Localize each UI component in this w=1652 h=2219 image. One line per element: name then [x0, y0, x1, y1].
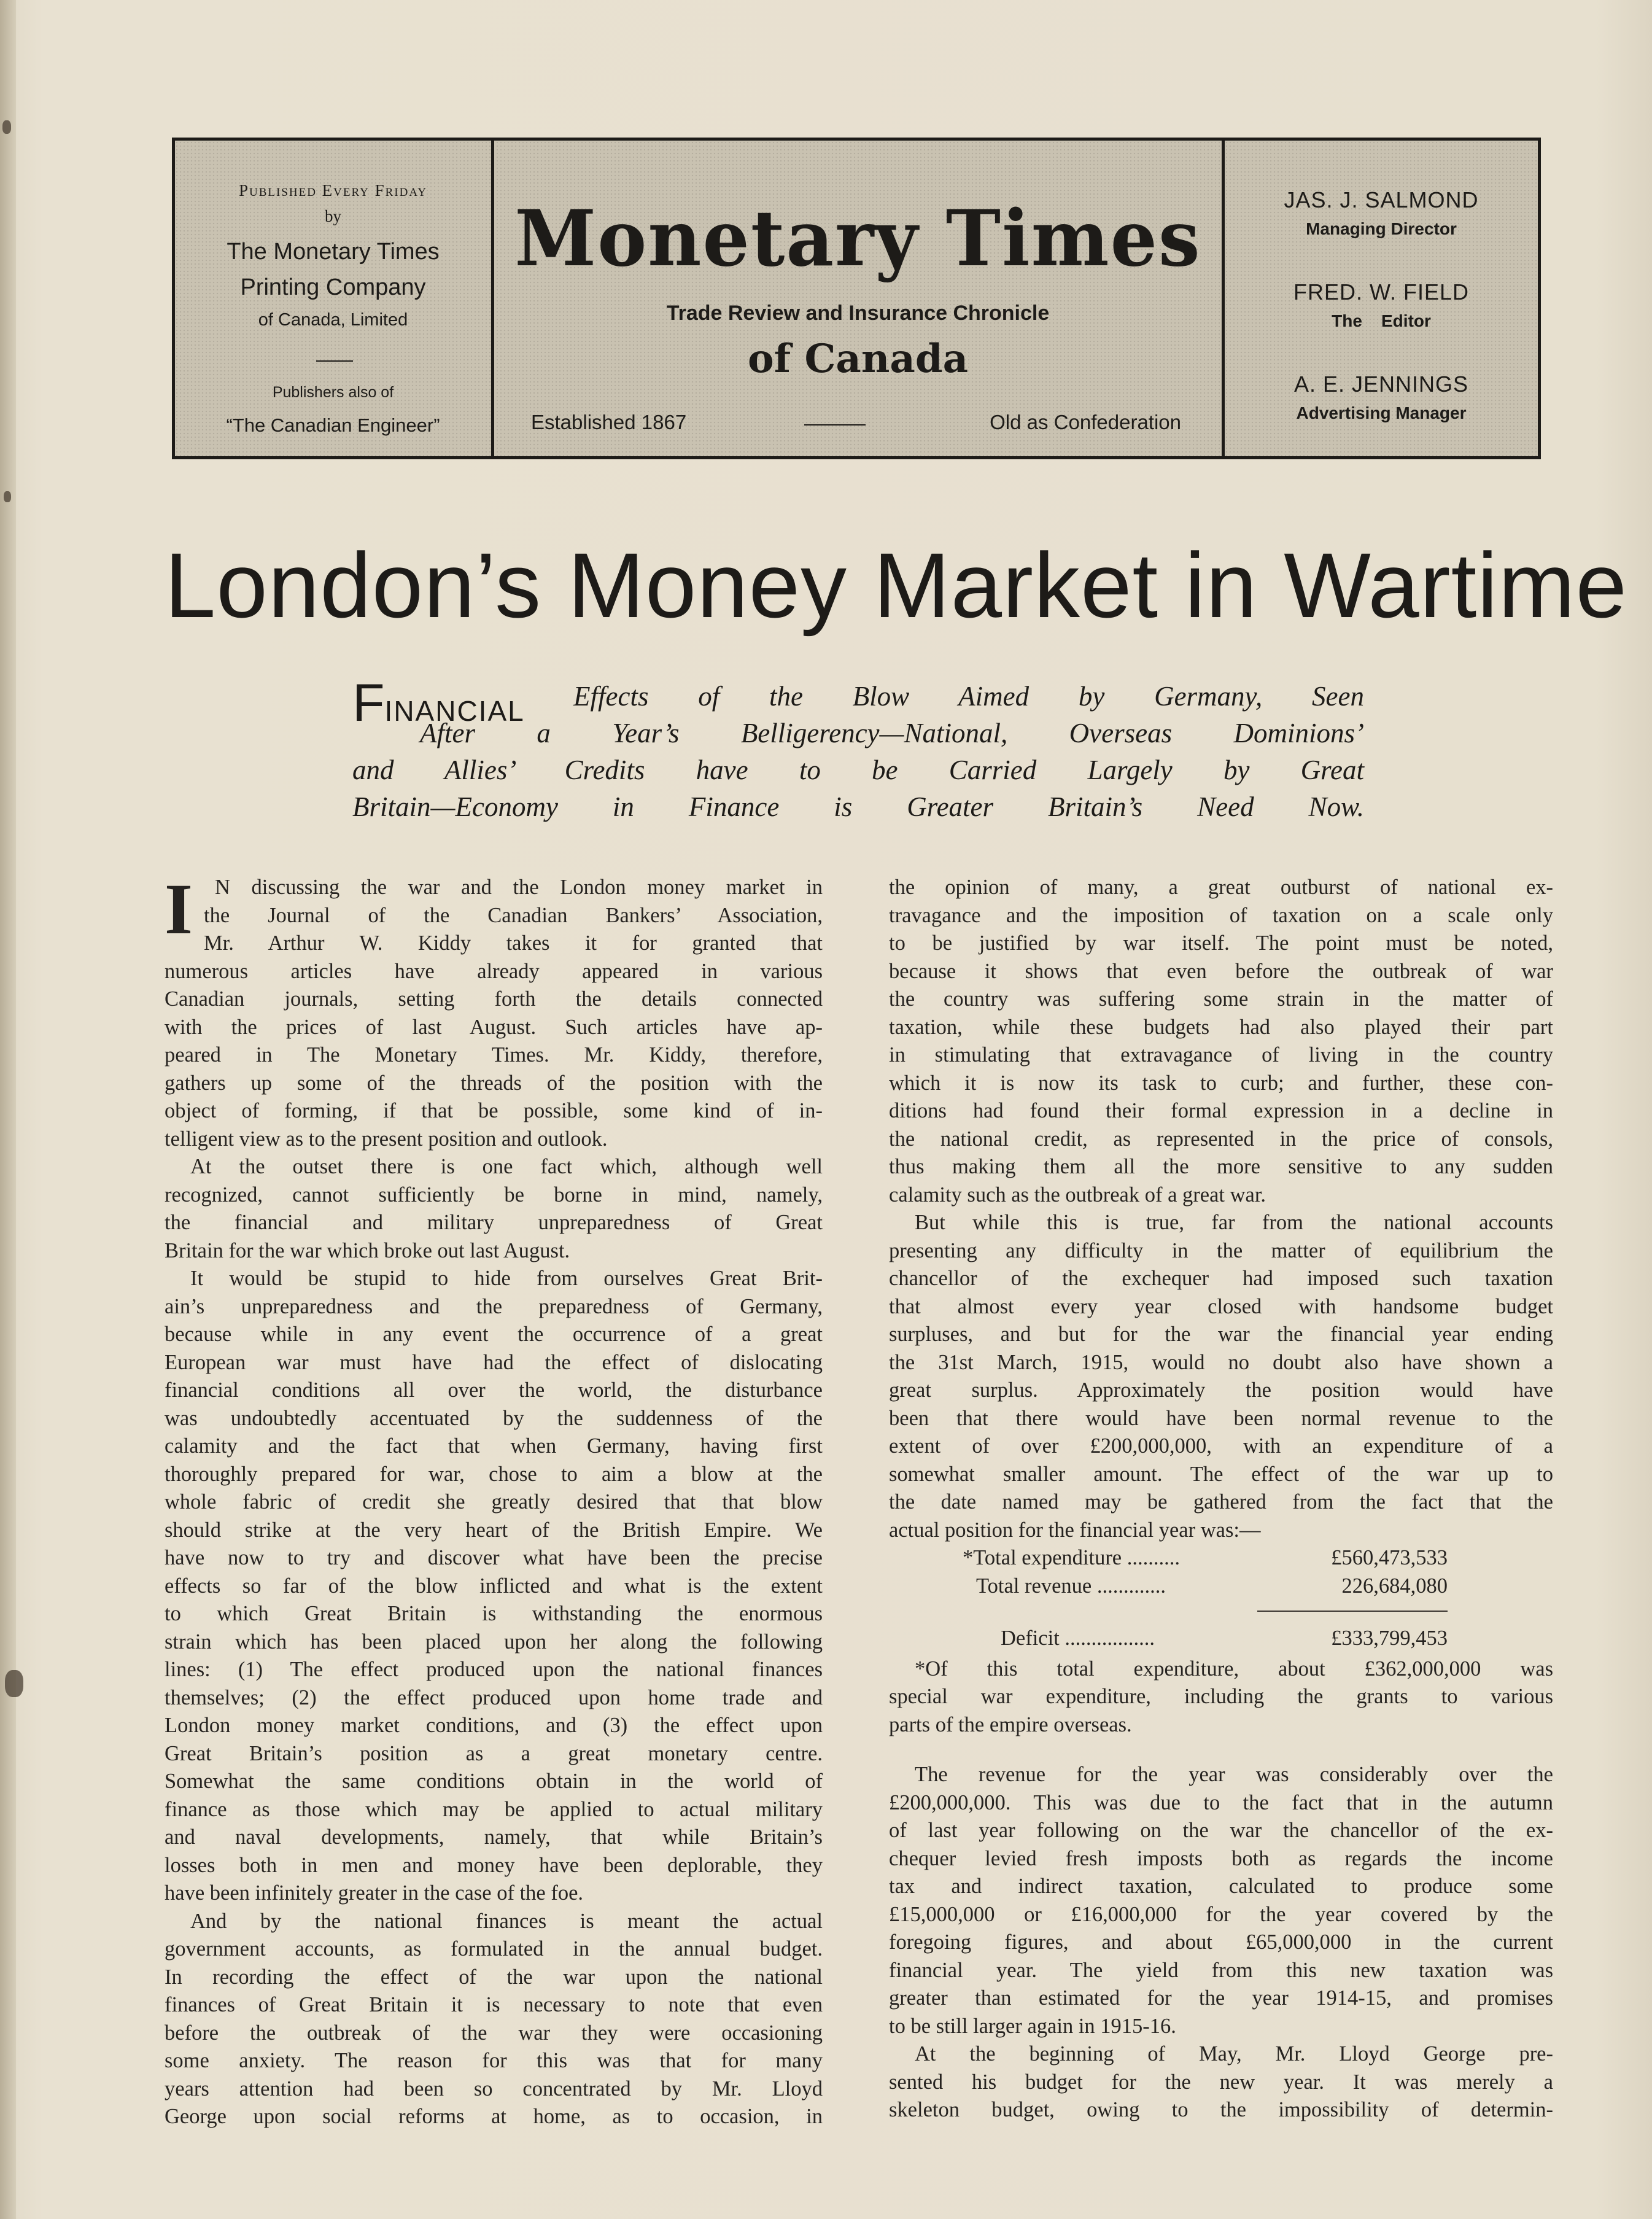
body-text-line: the date named may be gathered from the fact that the	[889, 1490, 1553, 1514]
body-text-line: numerous articles have already appeared in various	[165, 959, 823, 983]
body-text-line: Mr. Arthur W. Kiddy takes it for granted that	[204, 931, 823, 955]
body-text-line: great surplus. Approximately the position would have	[889, 1378, 1553, 1402]
body-text-line: foregoing figures, and about £65,000,000 in the current	[889, 1930, 1553, 1954]
body-text-line: effects so far of the blow inflicted and what is the extent	[165, 1574, 823, 1598]
figure-label: Total revenue .............	[976, 1574, 1166, 1598]
body-text-line: have been infinitely greater in the case of the foe.	[165, 1881, 584, 1905]
staff-role: Advertising Manager	[1296, 403, 1467, 422]
body-text-line: The revenue for the year was considerably over the	[915, 1763, 1553, 1786]
body-text-line: greater than estimated for the year 1914-15, and promises	[889, 1986, 1553, 2010]
body-text-line: in stimulating that extravagance of living in the country	[889, 1043, 1553, 1067]
staff-name: A. E. JENNINGS	[1293, 371, 1469, 397]
body-text-line: to be justified by war itself. The point must be noted,	[889, 931, 1553, 955]
divider	[804, 424, 866, 426]
body-text-line: themselves; (2) the effect produced upon home trade and	[165, 1685, 823, 1709]
deck-line: Britain—Economy in Finance is Greater Britain’s Need Now.	[352, 791, 1364, 822]
body-text-line: Britain for the war which broke out last August.	[165, 1238, 570, 1262]
body-text-line: sented his budget for the new year. It was merely a	[889, 2070, 1553, 2094]
publishers-also: Publishers also of	[272, 384, 394, 401]
sister-publication: “The Canadian Engineer”	[226, 414, 440, 436]
body-text-line: should strike at the very heart of the British Empire. We	[165, 1518, 823, 1542]
publisher-name-line1: The Monetary Times	[227, 239, 440, 265]
figure-label: Deficit .................	[1001, 1626, 1155, 1650]
body-text-line: London money market conditions, and (3) the effect upon	[165, 1714, 823, 1737]
body-text-line: was undoubtedly accentuated by the suddenness of the	[165, 1406, 823, 1430]
staff-name: FRED. W. FIELD	[1293, 279, 1470, 305]
body-text-line: telligent view as to the present position and outlook.	[165, 1127, 608, 1151]
body-text-line: financial conditions all over the world, the disturbance	[165, 1378, 823, 1402]
body-text-line: European war must have had the effect of dislocating	[165, 1350, 823, 1374]
masthead-publisher-panel	[175, 141, 494, 456]
body-text-line: finance as those which may be applied to actual military	[165, 1797, 823, 1821]
published-by: by	[325, 207, 341, 225]
body-text-line: that almost every year closed with handsome budget	[889, 1294, 1553, 1318]
figure-value: £560,473,533	[1331, 1546, 1448, 1569]
body-text-line: the opinion of many, a great outburst of national ex-	[889, 876, 1553, 899]
published-every: Published Every Friday	[238, 181, 428, 200]
body-text-line: somewhat smaller amount. The effect of the war up to	[889, 1462, 1553, 1486]
body-text-line: to which Great Britain is withstanding the enormous	[165, 1602, 823, 1625]
body-text-line: surpluses, and but for the war the financial year ending	[889, 1323, 1553, 1346]
body-text-line: thoroughly prepared for war, chose to aim a blow at the	[165, 1462, 823, 1486]
paper-blemish	[2, 120, 11, 134]
body-text-line: have now to try and discover what have been the precise	[165, 1546, 823, 1569]
body-text-line: N discussing the war and the London money market in	[215, 876, 823, 899]
body-text-line: calamity such as the outbreak of a great war.	[889, 1183, 1266, 1207]
masthead-title-panel	[494, 141, 1225, 456]
body-text-line: skeleton budget, owing to the impossibility of determin-	[889, 2098, 1553, 2121]
figure-value: 226,684,080	[1341, 1574, 1448, 1598]
staff-role: Managing Director	[1306, 219, 1457, 238]
body-text-line: with the prices of last August. Such articles have ap-	[165, 1015, 823, 1039]
body-text-line: the country was suffering some strain in the matter of	[889, 987, 1553, 1011]
body-text-line: been that there would have been normal revenue to the	[889, 1406, 1553, 1430]
body-text-line: the 31st March, 1915, would no doubt also have shown a	[889, 1350, 1553, 1374]
body-text-line: gathers up some of the threads of the position with the	[165, 1071, 823, 1095]
article-headline: London’s Money Market in Wartime	[165, 534, 1628, 637]
body-text-line: ditions had found their formal expression in a decline in	[889, 1099, 1553, 1122]
deck-smallcaps: INANCIAL	[384, 695, 525, 727]
body-text-line: chequer levied fresh imposts both as regards the income	[889, 1846, 1553, 1870]
body-text-line: before the outbreak of the war they were occasioning	[165, 2021, 823, 2045]
body-text-line: object of forming, if that be possible, some kind of in-	[165, 1099, 823, 1122]
body-text-line: calamity and the fact that when Germany, having first	[165, 1434, 823, 1458]
body-text-line: peared in The Monetary Times. Mr. Kiddy, therefore,	[165, 1043, 823, 1067]
motto: Old as Confederation	[990, 411, 1181, 433]
deck-dropcap: F	[352, 674, 385, 733]
body-text-line: which it is now its task to curb; and further, these con-	[889, 1071, 1553, 1095]
body-text-line: chancellor of the exchequer had imposed such taxation	[889, 1267, 1553, 1290]
footnote-line: parts of the empire overseas.	[889, 1712, 1132, 1736]
body-text-line: tax and indirect taxation, calculated to produce some	[889, 1875, 1553, 1898]
body-text-line: ain’s unpreparedness and the preparedness of Germany,	[165, 1294, 823, 1318]
body-text-line: financial year. The yield from this new taxation was	[889, 1958, 1553, 1982]
paper-blemish	[4, 491, 11, 502]
binding-edge	[0, 0, 16, 2219]
paper-blemish	[5, 1670, 23, 1697]
body-text-line: £15,000,000 or £16,000,000 for the year covered by the	[889, 1902, 1553, 1926]
body-text-line: recognized, cannot sufficiently be borne in mind, namely,	[165, 1183, 823, 1207]
body-text-line: because while in any event the occurrence of a great	[165, 1323, 823, 1346]
body-text-line: actual position for the financial year was:—	[889, 1518, 1261, 1542]
body-text-line: But while this is true, far from the national accounts	[915, 1211, 1553, 1234]
body-text-line: finances of Great Britain it is necessary to note that even	[165, 1993, 823, 2016]
body-text-line: At the outset there is one fact which, although well	[190, 1155, 823, 1178]
body-text-line: It would be stupid to hide from ourselves Great Brit-	[190, 1267, 823, 1290]
deck-line: After a Year’s Belligerency—National, Overseas Dominions’	[420, 718, 1364, 748]
publication-country: of Canada	[747, 336, 969, 382]
body-text-line: £200,000,000. This was due to the fact that in the autumn	[889, 1790, 1553, 1814]
staff-role: The Editor	[1332, 311, 1431, 330]
body-text-line: Great Britain’s position as a great monetary centre.	[165, 1741, 823, 1765]
footnote-line: special war expenditure, including the grants to various	[889, 1685, 1553, 1708]
publication-title: Monetary Times	[514, 193, 1201, 284]
body-text-line: whole fabric of credit she greatly desired that that blow	[165, 1490, 823, 1514]
figure-value: £333,799,453	[1331, 1626, 1448, 1650]
staff-name: JAS. J. SALMOND	[1284, 187, 1479, 212]
body-text-line: George upon social reforms at home, as to occasion, in	[165, 2105, 823, 2128]
divider	[316, 360, 353, 362]
deck-line: Effects of the Blow Aimed by Germany, Seen	[573, 681, 1364, 712]
body-text-line: lines: (1) The effect produced upon the national finances	[165, 1658, 823, 1681]
body-text-line: travagance and the imposition of taxation on a scale only	[889, 903, 1553, 927]
body-text-line: extent of over £200,000,000, with an expenditure of a	[889, 1434, 1553, 1458]
publisher-name-line3: of Canada, Limited	[258, 310, 408, 330]
body-text-line: of last year following on the war the chancellor of the ex-	[889, 1819, 1553, 1842]
body-text-line: and naval developments, namely, that while Britain’s	[165, 1825, 823, 1849]
body-text-line: the financial and military unpreparedness of Great	[165, 1211, 823, 1234]
established-year: Established 1867	[531, 411, 687, 433]
body-text-line: Canadian journals, setting forth the details connected	[165, 987, 823, 1011]
body-text-line: At the beginning of May, Mr. Lloyd George pre-	[915, 2042, 1553, 2065]
article-dropcap: I	[165, 869, 193, 949]
body-text-line: Somewhat the same conditions obtain in the world of	[165, 1770, 823, 1793]
body-text-line: some anxiety. The reason for this was that for many	[165, 2049, 823, 2072]
body-text-line: years attention had been so concentrated by Mr. Lloyd	[165, 2077, 823, 2100]
footnote-line: *Of this total expenditure, about £362,000,000 was	[915, 1657, 1553, 1681]
body-text-line: because it shows that even before the outbreak of war	[889, 959, 1553, 983]
masthead	[172, 138, 1541, 459]
body-text-line: government accounts, as formulated in the annual budget.	[165, 1937, 823, 1961]
body-text-line: thus making them all the more sensitive to any sudden	[889, 1155, 1553, 1178]
body-text-line: the Journal of the Canadian Bankers’ Association,	[204, 903, 823, 927]
body-text-line: And by the national finances is meant the actual	[190, 1909, 823, 1933]
body-text-line: losses both in men and money have been deplorable, they	[165, 1853, 823, 1877]
publication-subtitle: Trade Review and Insurance Chronicle	[666, 301, 1050, 325]
masthead-staff-panel	[1225, 141, 1538, 456]
body-text-line: taxation, while these budgets had also played their part	[889, 1015, 1553, 1039]
publisher-name-line2: Printing Company	[240, 274, 426, 300]
figure-label: *Total expenditure ..........	[963, 1546, 1180, 1569]
body-text-line: to be still larger again in 1915-16.	[889, 2014, 1176, 2038]
body-text-line: In recording the effect of the war upon the national	[165, 1965, 823, 1989]
deck-line: and Allies’ Credits have to be Carried Largely by Great	[352, 755, 1364, 785]
body-text-line: presenting any difficulty in the matter of equilibrium the	[889, 1238, 1553, 1262]
body-text-line: the national credit, as represented in the price of consols,	[889, 1127, 1553, 1151]
figures-total-rule	[1257, 1611, 1448, 1612]
body-text-line: strain which has been placed upon her along the following	[165, 1630, 823, 1654]
